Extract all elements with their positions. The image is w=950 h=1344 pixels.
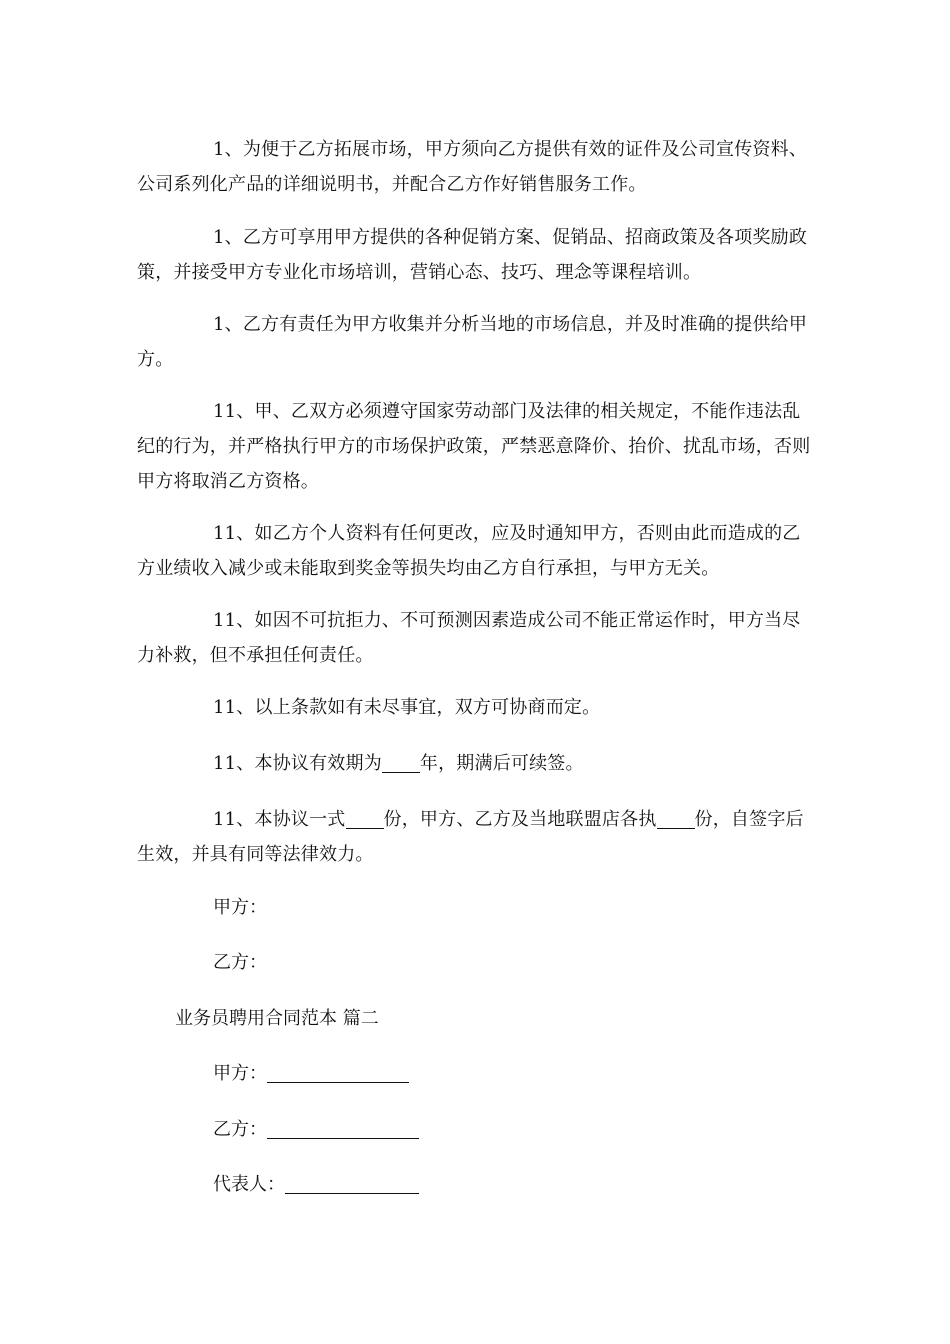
clause-1: 1、为便于乙方拓展市场，甲方须向乙方提供有效的证件及公司宣传资料、公司系列化产品的详细说明书，并配合乙方作好销售服务工作。 bbox=[137, 139, 808, 195]
field-party-a-label: 甲方： bbox=[213, 1063, 267, 1084]
field-party-a bbox=[213, 1056, 409, 1091]
clause-copies bbox=[137, 802, 817, 872]
representative-blank bbox=[285, 1171, 419, 1194]
copies-part2: 份，甲方、乙方及当地联盟店各执 bbox=[383, 809, 657, 830]
field-party-b-label: 乙方： bbox=[213, 1119, 267, 1140]
clause-7: 11、以上条款如有未尽事宜，双方可协商而定。 bbox=[213, 697, 601, 718]
copies-blank bbox=[346, 806, 384, 829]
clause-3: 1、乙方有责任为甲方收集并分析当地的市场信息，并及时准确的提供给甲方。 bbox=[137, 314, 808, 370]
copies-part1: 11、本协议一式 bbox=[213, 809, 346, 830]
validity-suffix: 年，期满后可续签。 bbox=[419, 753, 584, 774]
signature-party-b: 乙方： bbox=[213, 952, 267, 973]
field-party-b bbox=[213, 1112, 419, 1147]
clause-validity bbox=[137, 746, 817, 781]
field-representative-label: 代表人： bbox=[213, 1174, 285, 1195]
section-title: 业务员聘用合同范本 篇二 bbox=[175, 1008, 379, 1029]
field-representative bbox=[213, 1167, 419, 1202]
copies-part3: 份，自签字后生效，并具有同等法律效力。 bbox=[137, 809, 804, 865]
validity-prefix: 11、本协议有效期为 bbox=[213, 753, 382, 774]
signature-party-a: 甲方： bbox=[213, 897, 267, 918]
years-blank bbox=[382, 750, 420, 773]
each-copies-blank bbox=[657, 806, 695, 829]
party-b-blank bbox=[267, 1116, 419, 1139]
party-a-blank bbox=[267, 1060, 409, 1083]
clause-6: 11、如因不可抗拒力、不可预测因素造成公司不能正常运作时，甲方当尽力补救，但不承担任何责任。 bbox=[137, 610, 801, 666]
clause-5: 11、如乙方个人资料有任何更改，应及时通知甲方，否则由此而造成的乙方业绩收入减少或未能取到奖金等损失均由乙方自行承担，与甲方无关。 bbox=[137, 523, 801, 579]
clause-4: 11、甲、乙双方必须遵守国家劳动部门及法律的相关规定，不能作违法乱纪的行为，并严格执行甲方的市场保护政策，严禁恶意降价、抬价、扰乱市场，否则甲方将取消乙方资格。 bbox=[137, 401, 811, 492]
clause-2: 1、乙方可享用甲方提供的各种促销方案、促销品、招商政策及各项奖励政策，并接受甲方专业化市场培训，营销心态、技巧、理念等课程培训。 bbox=[137, 227, 808, 283]
